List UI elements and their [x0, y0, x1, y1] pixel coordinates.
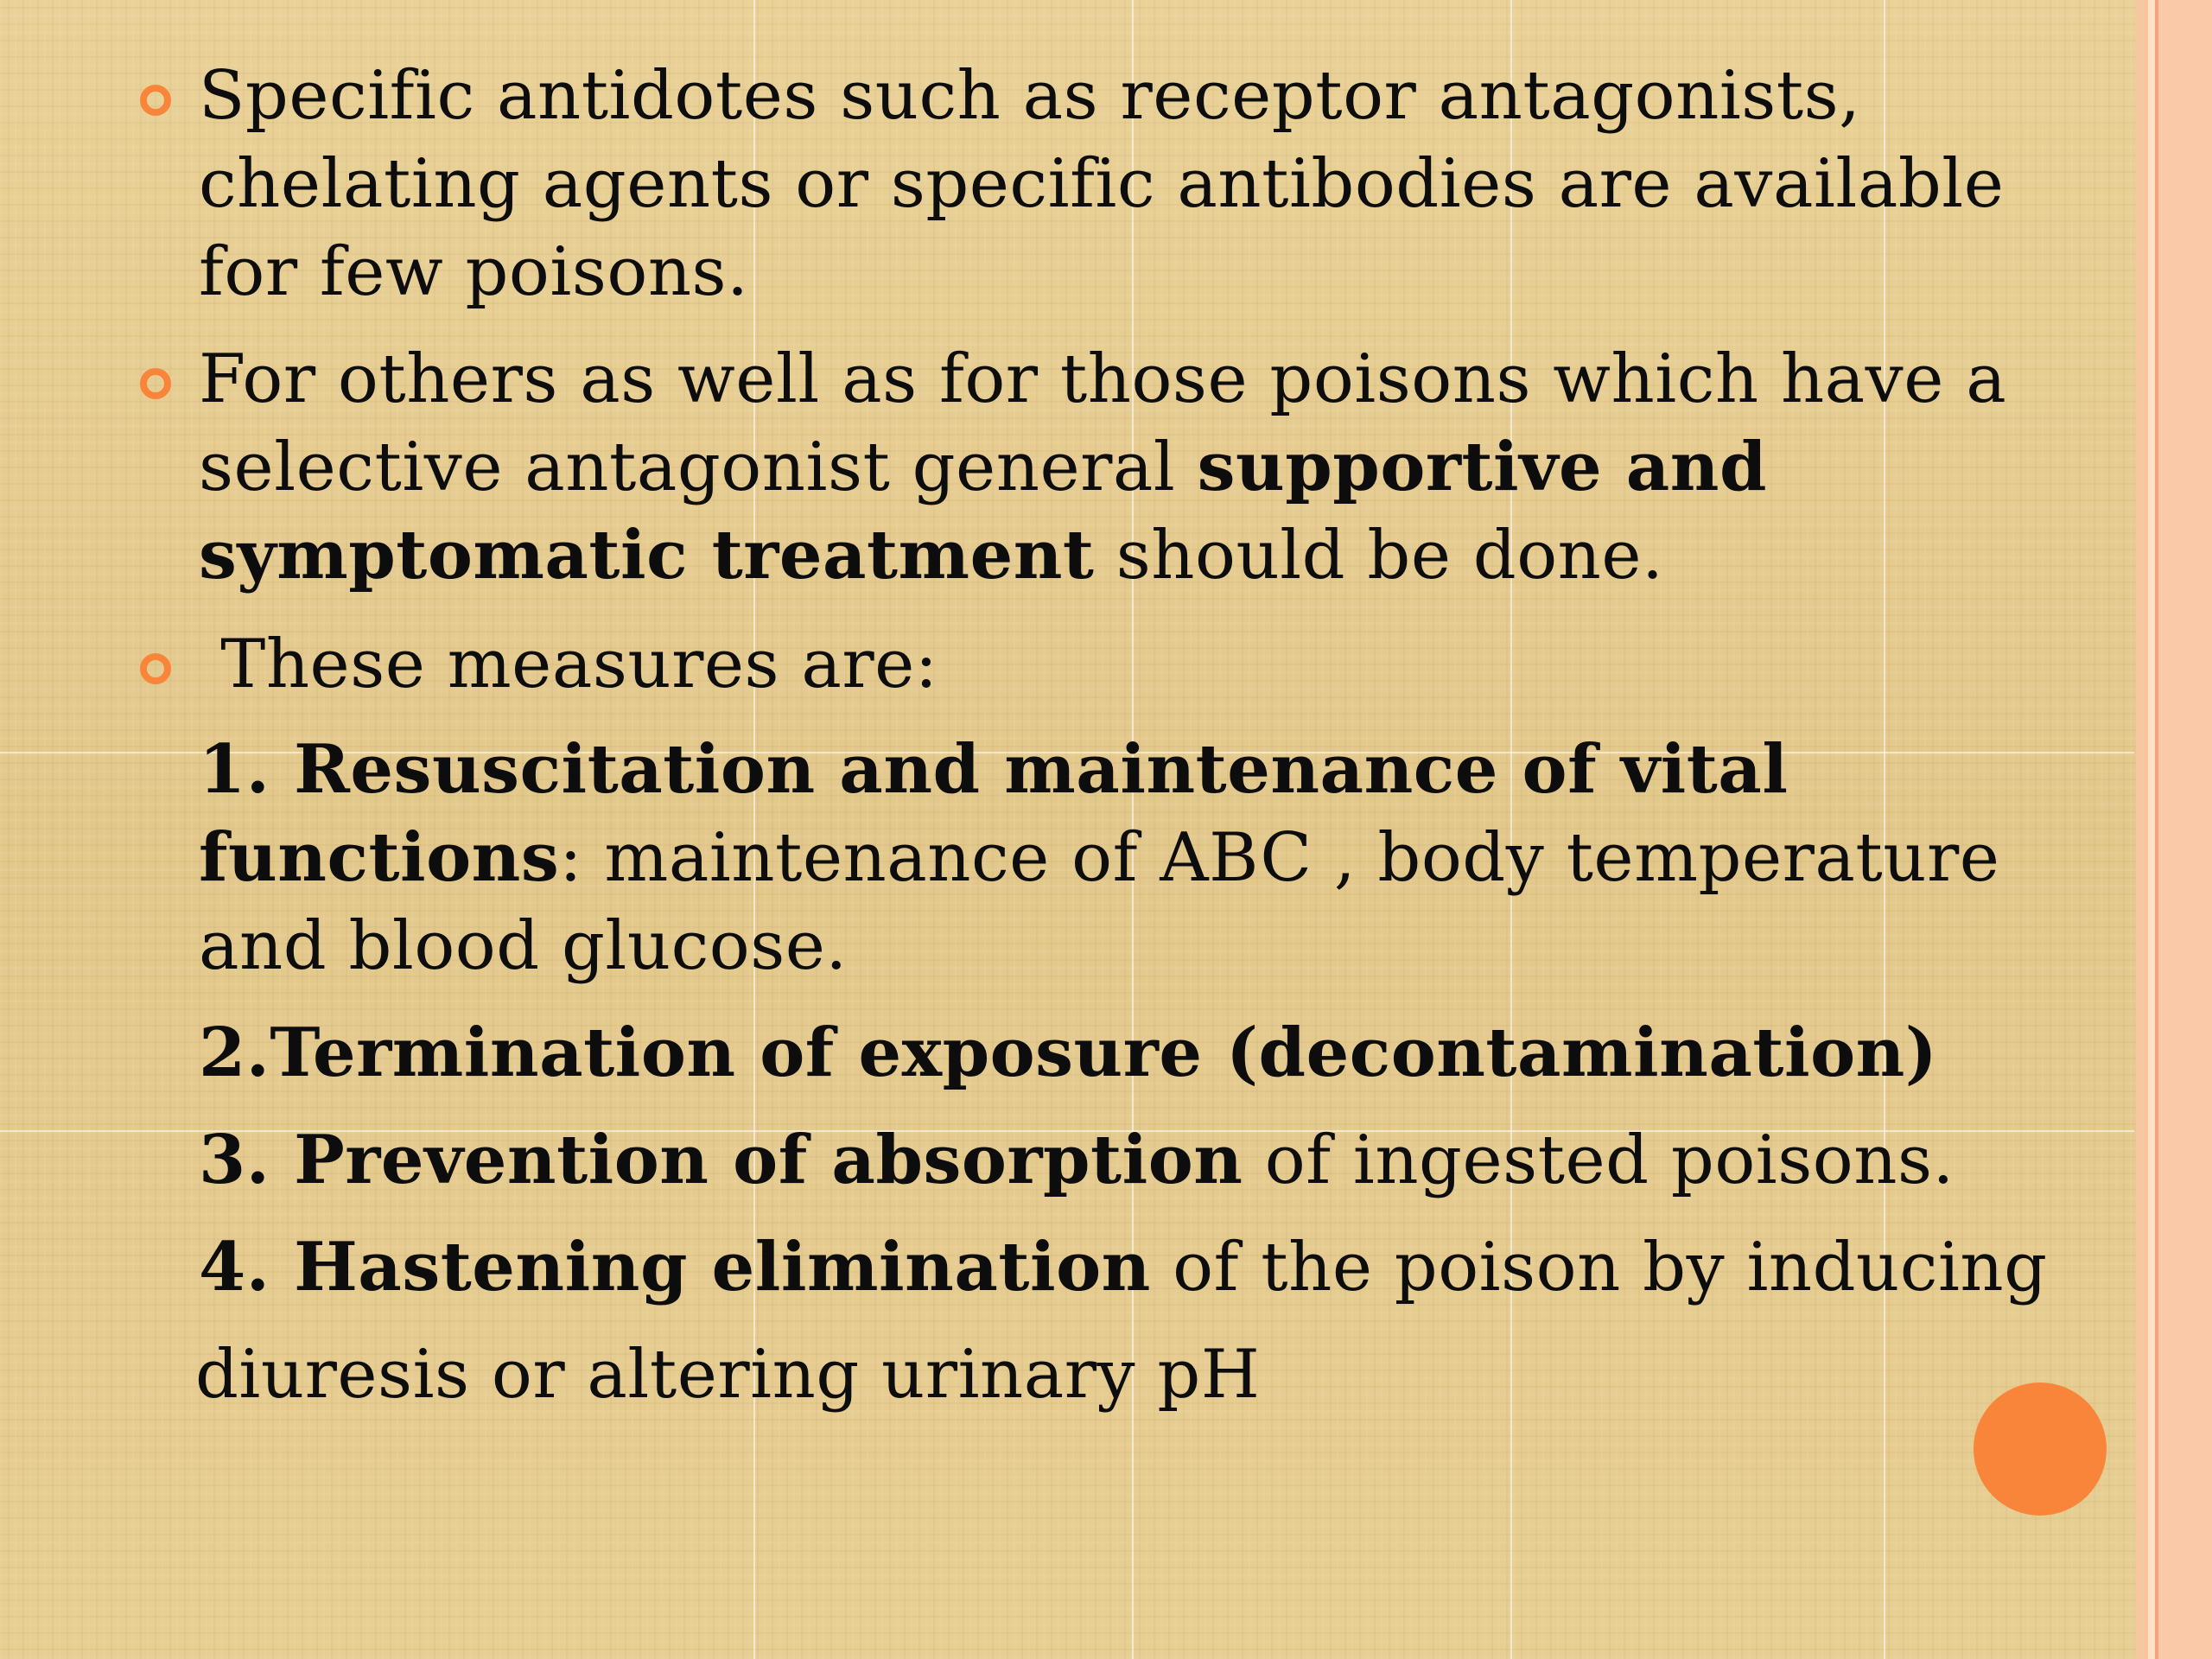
bullet-3-line-1: These measures are:	[199, 626, 938, 703]
bullet-1-line-2: chelating agents or specific antibodies are available	[199, 145, 2005, 223]
measure-4-line-1	[199, 1228, 2048, 1306]
measure-1-title: 1. Resuscitation and maintenance of vital	[199, 730, 1789, 809]
measure-1-line-1	[199, 730, 1789, 809]
bullet-1-line-1: Specific antidotes such as receptor antagonists,	[199, 57, 1861, 135]
bullet-ring-icon	[137, 650, 175, 688]
bullet-2-emphasis: supportive and	[1197, 428, 1768, 506]
bullet-ring-icon	[137, 365, 175, 403]
bullet-2-line-1: For others as well as for those poisons which have a	[199, 340, 2007, 418]
measure-1-title-cont: functions	[199, 818, 560, 897]
measure-4-desc: of the poison by inducing	[1150, 1229, 2048, 1306]
measure-2-line-1: 2.Termination of exposure (decontamination)	[199, 1014, 1938, 1092]
bullet-2-line-3	[199, 516, 1664, 594]
measure-4-line-2: diuresis or altering urinary pH	[195, 1336, 1261, 1414]
bullet-2-line-3-text: should be done.	[1094, 517, 1664, 594]
bullet-ring-icon	[137, 81, 175, 119]
slide-right-border	[2136, 0, 2212, 1659]
measure-1-desc: : maintenance of ABC , body temperature	[559, 819, 2000, 897]
bullet-2-line-2-text: selective antagonist general	[199, 429, 1198, 506]
bullet-1-line-3: for few poisons.	[199, 233, 749, 311]
measure-1-line-2	[199, 818, 2000, 897]
measure-1-line-3: and blood glucose.	[199, 907, 848, 985]
decorative-circle	[1974, 1382, 2107, 1516]
measure-3-title: 3. Prevention of absorption	[199, 1121, 1243, 1199]
bullet-2-emphasis-cont: symptomatic treatment	[199, 516, 1095, 594]
measure-3-line-1	[199, 1121, 1955, 1199]
measure-3-desc: of ingested poisons.	[1243, 1122, 1955, 1199]
bullet-2-line-2	[199, 428, 1768, 506]
measure-4-title: 4. Hastening elimination	[199, 1228, 1151, 1306]
